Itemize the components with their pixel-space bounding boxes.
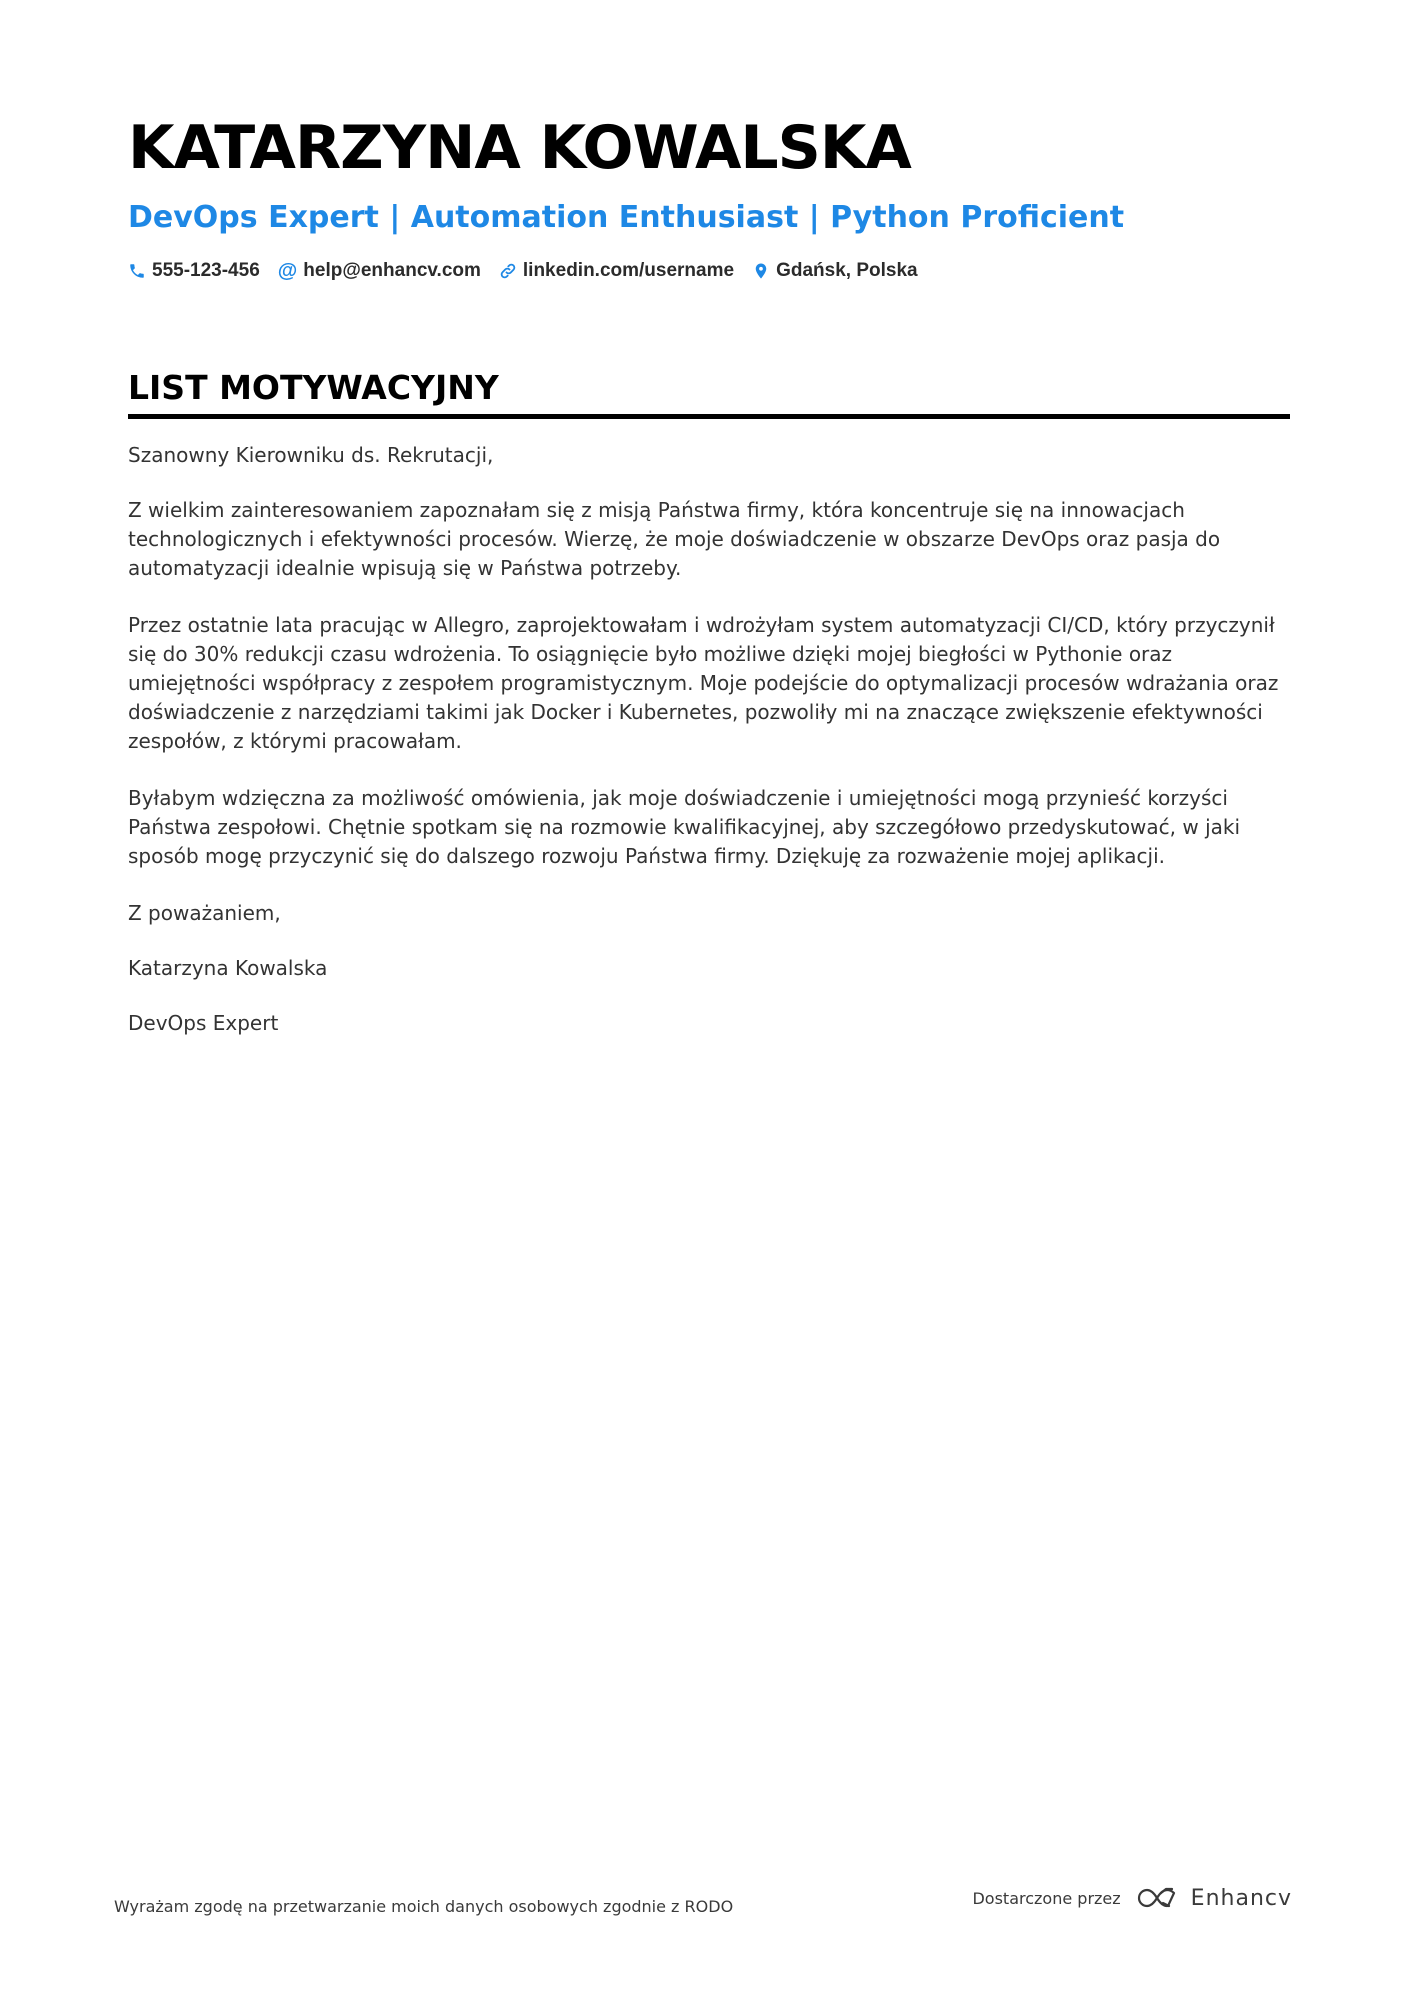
at-icon: @ (277, 260, 298, 282)
powered-by[interactable] (972, 1884, 1292, 1912)
header (128, 108, 1288, 282)
candidate-headline: DevOps Expert | Automation Enthusiast | Python Proficient (128, 200, 1125, 235)
section-divider (128, 414, 1290, 419)
salutation: Szanowny Kierowniku ds. Rekrutacji, (128, 443, 494, 467)
email-address[interactable]: help@enhancv.com (303, 260, 481, 281)
signature-title: DevOps Expert (128, 1011, 279, 1035)
letter-paragraph: Z wielkim zainteresowaniem zapoznałam się z misją Państwa firmy, która koncentruje się na innowacjach technologicznych i efektywności procesów. Wierzę, że moje doświadczenie w obszarze DevOps oraz pasja do automatyzacji idealnie wpisują się w Państwa potrzeby. (128, 498, 1221, 580)
contact-phone (128, 260, 260, 282)
letter-paragraph: Byłabym wdzięczna za możliwość omówienia, jak moje doświadczenie i umiejętności mogą przynieść korzyści Państwa zespołowi. Chętnie spotkam się na rozmowie kwalifikacyjnej, aby szczegółowo przedyskutować, w jaki sposób mogę przyczynić się do dalszego rozwoju Państwa firmy. Dziękuję za rozważenie mojej aplikacji. (128, 786, 1241, 868)
location-text: Gdańsk, Polska (776, 260, 918, 281)
phone-number: 555-123-456 (152, 260, 260, 281)
location-pin-icon (752, 262, 770, 280)
candidate-name: KATARZYNA KOWALSKA (128, 113, 911, 183)
contact-info (128, 260, 1288, 282)
closing: Z poważaniem, (128, 901, 281, 925)
contact-email[interactable] (278, 260, 481, 282)
contact-location (752, 260, 918, 282)
enhancv-logo-icon (1133, 1884, 1181, 1912)
brand-name: Enhancv (1190, 1885, 1292, 1911)
link-icon (499, 262, 517, 280)
powered-by-label: Dostarczone przez (972, 1888, 1121, 1908)
signature-name: Katarzyna Kowalska (128, 956, 328, 980)
cover-letter-section (128, 364, 1290, 1064)
gdpr-consent: Wyrażam zgodę na przetwarzanie moich danych osobowych zgodnie z RODO (114, 1897, 734, 1916)
letter-body (128, 441, 1290, 1038)
contact-linkedin[interactable] (499, 260, 734, 282)
linkedin-url[interactable]: linkedin.com/username (522, 260, 735, 281)
phone-icon (128, 262, 146, 280)
letter-paragraph: Przez ostatnie lata pracując w Allegro, zaprojektowałam i wdrożyłam system automatyzacji CI/CD, który przyczynił się do 30% redukcji czasu wdrożenia. To osiągnięcie było możliwe dzięki mojej biegłości w Pythonie oraz umiejętności współpracy z zespołem programistycznym. Moje podejście do optymalizacji procesów wdrażania oraz doświadczenie z narzędziami takimi jak Docker i Kubernetes, pozwoliły mi na znaczące zwiększenie efektywności zespołów, z którymi pracowałam. (128, 613, 1279, 753)
section-title: LIST MOTYWACYJNY (128, 368, 499, 407)
